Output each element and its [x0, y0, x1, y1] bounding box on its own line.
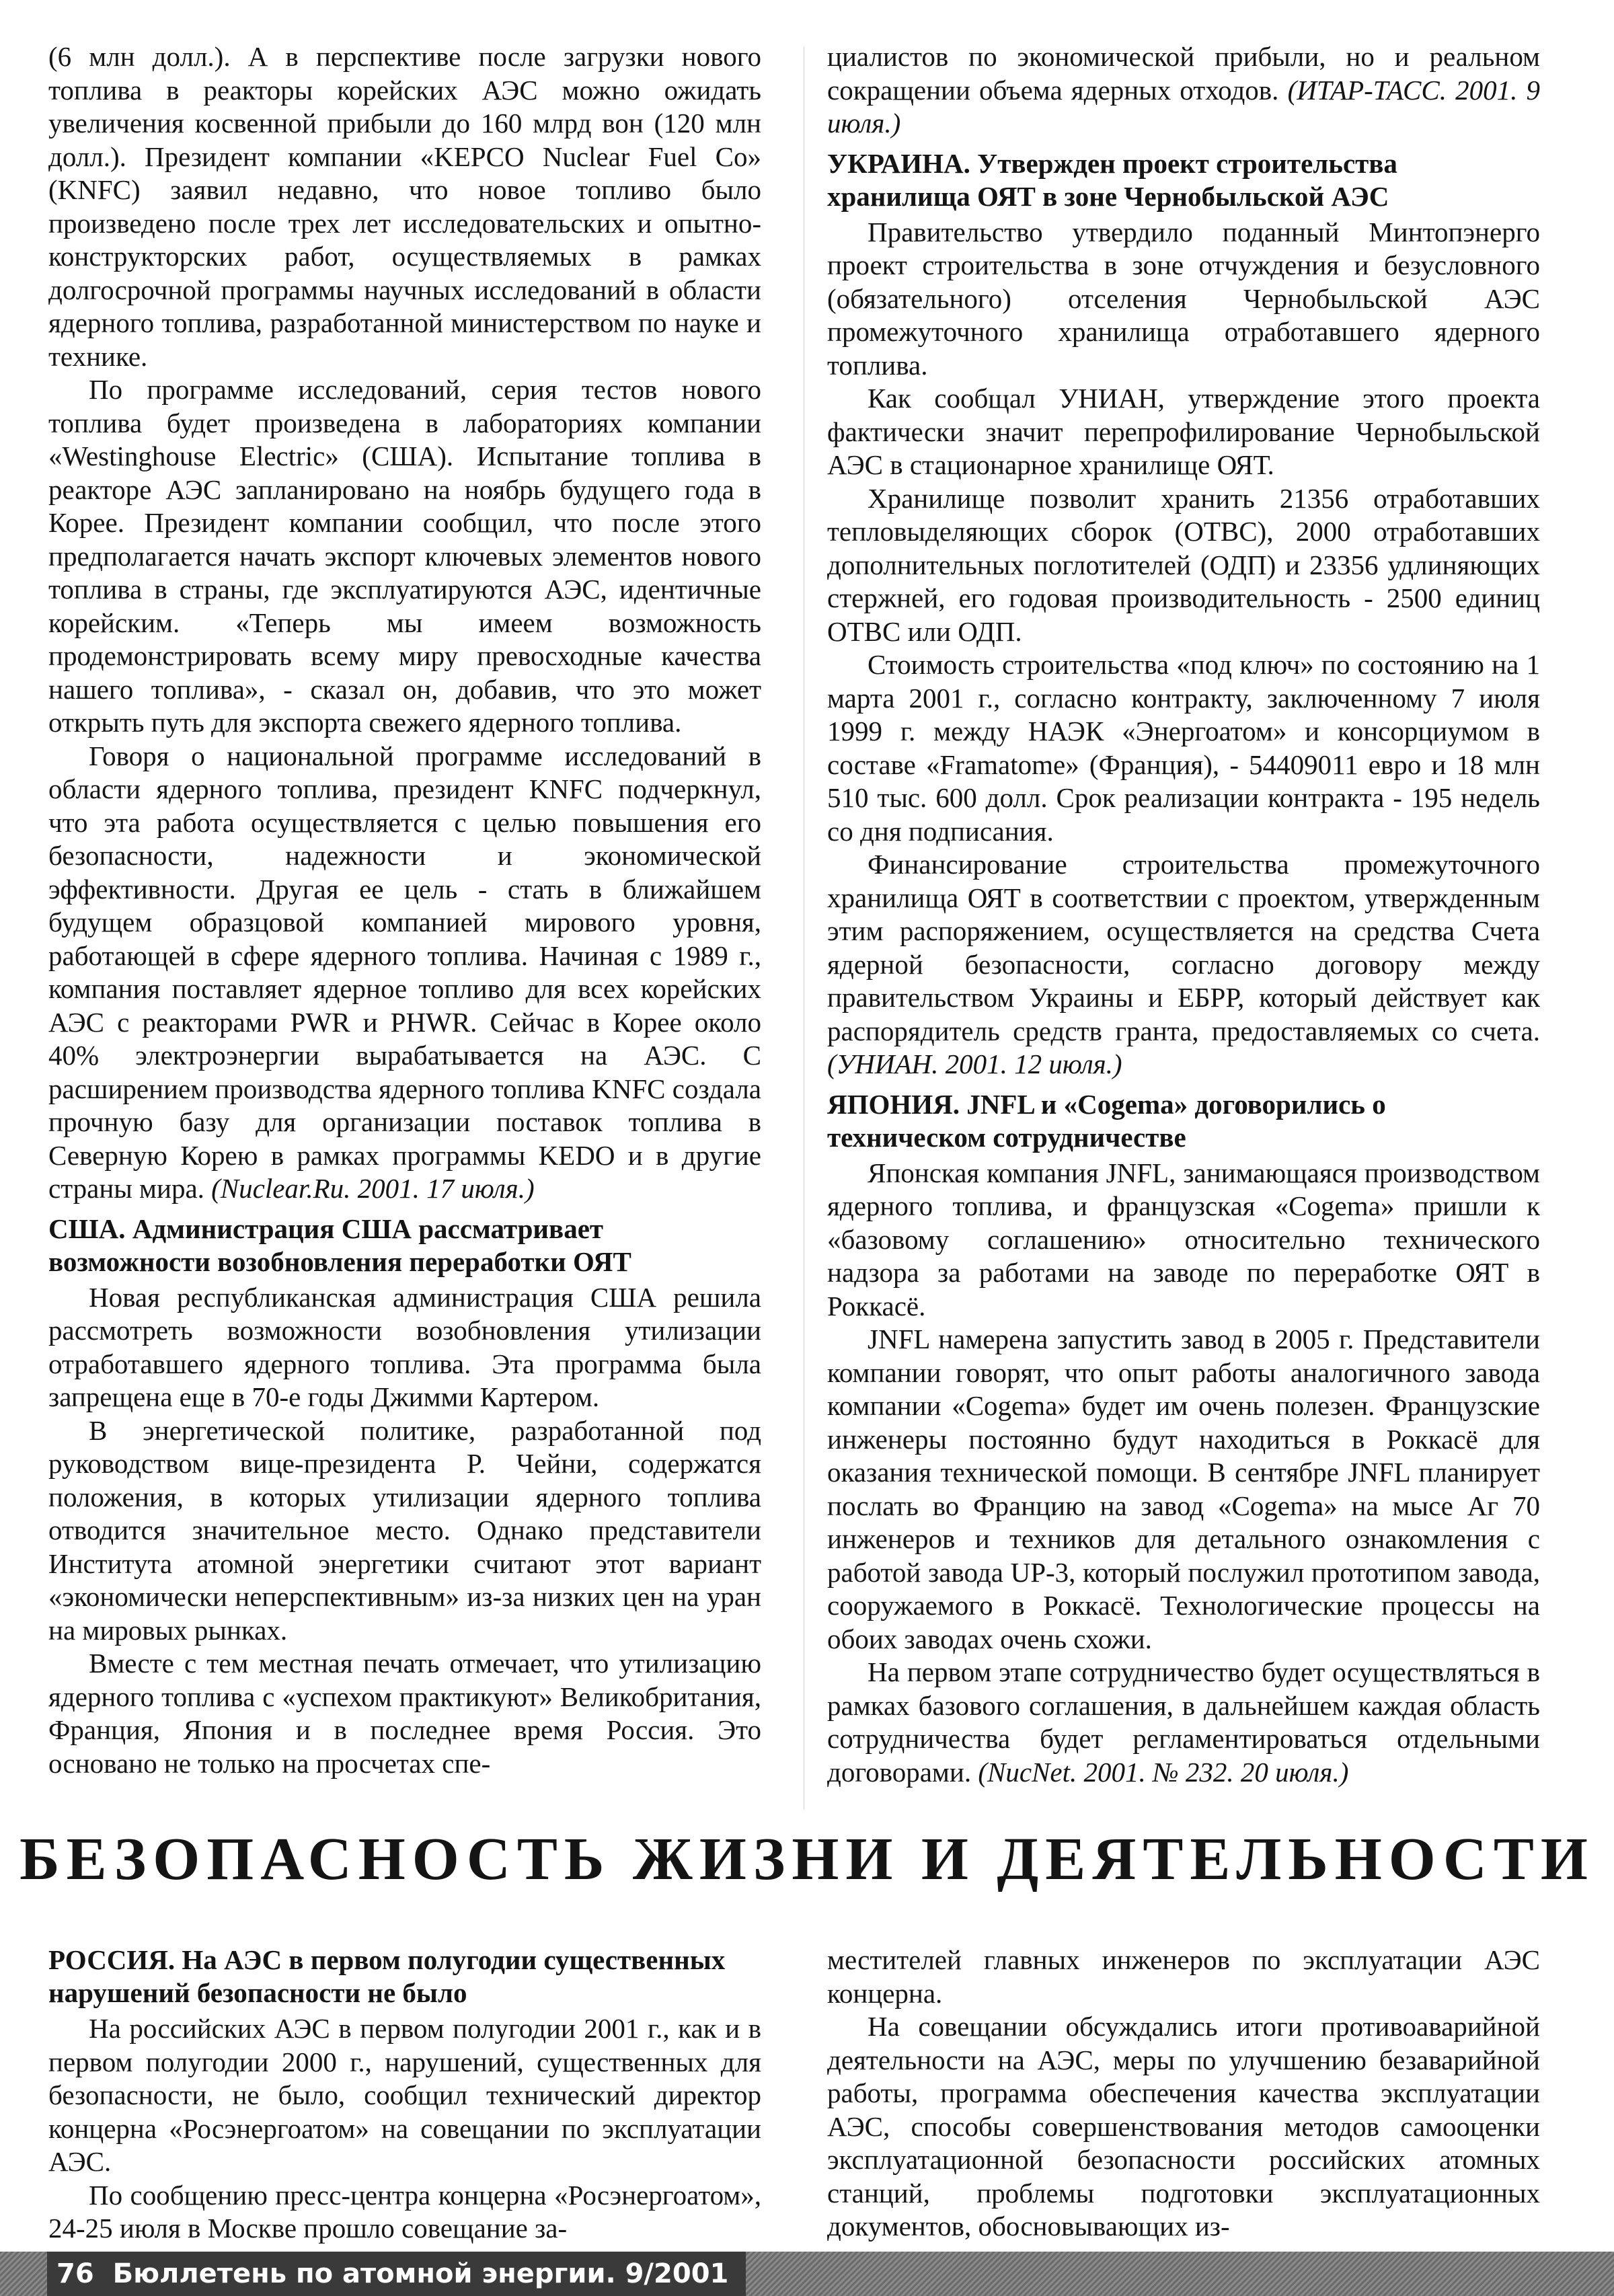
headline-japan: ЯПОНИЯ. JNFL и «Cogema» договорились о техническом сотрудничестве — [827, 1088, 1386, 1153]
article-column-2 — [827, 40, 1540, 1789]
paragraph: Хранилище позволит хранить 21356 отработавших тепловыделяющих сборок (ОТВС), 2000 отработавших дополнительных поглотителей (ОДП) и 23356 удлиняющих стержней, его годовая производительность - 2500 единиц ОТВС или ОДП. — [827, 482, 1540, 647]
article-column-3 — [48, 1944, 761, 2246]
paragraph-text: Говоря о национальной программе исследований в области ядерного топлива, президент KNFC подчеркнул, что эта работа осуществляется с целью повышения его безопасности, надежности и экономической эффективности. Другая ее цель - стать в ближайшем будущем образцовой компанией мирового уровня, работающей в сфере ядерного топлива. Начиная с 1989 г., компания поставляет ядерное топливо для всех корейских АЭС с реакторами PWR и PHWR. Сейчас в Корее около 40% электроэнергии вырабатывается на АЭС. С расширением производства ядерного топлива KNFC создала прочную базу для организации поставок топлива в Северную Корею в рамках программы KEDO и в другие страны мира. — [48, 740, 761, 1204]
paragraph: На российских АЭС в первом полугодии 2001 г., как и в первом полугодии 2000 г., нарушений, существенных для безопасности, не было, сообщил технический директор концерна «Росэнергоатом» на совещании по эксплуатации АЭС. — [48, 2013, 761, 2177]
paragraph: В энергетической политике, разработанной под руководством вице-президента Р. Чейни, содержатся положения, в которых утилизации ядерного топлива отводится значительное место. Однако представители Института атомной энергетики считают этот вариант «экономически неперспективным» из-за низких цен на уран на мировых рынках. — [48, 1414, 761, 1646]
paragraph — [827, 1656, 1540, 1789]
paragraph: На совещании обсуждались итоги противоаварийной деятельности на АЭС, меры по улучшению безаварийной работы, программа обеспечения качества эксплуатации АЭС, способы совершенствования методов самооценки эксплуатационной безопасности российских атомных станций, проблемы подготовки эксплуатационных документов, обосновывающих из- — [827, 2011, 1540, 2242]
section-title: БЕЗОПАСНОСТЬ ЖИЗНИ И ДЕЯТЕЛЬНОСТИ — [20, 1826, 1594, 1892]
source-citation: (ИТАР-ТАСС. 2001. 9 июля.) — [827, 74, 1540, 139]
paragraph: (6 млн долл.). А в перспективе после загрузки нового топлива в реакторы корейских АЭС можно ожидать увеличения косвенной прибыли до 160 млрд вон (120 млн долл.). Президент компании «KEPCO Nuclear Fuel Co» (KNFC) заявил недавно, что новое топливо было произведено после трех лет исследовательских и опытно-конструкторских работ, осуществляемых в рамках долгосрочной программы научных исследований в области ядерного топлива, разработанной министерством по науке и технике. — [48, 41, 761, 372]
paragraph: Новая республиканская администрация США решила рассмотреть возможности возобновления утилизации отработавшего ядерного топлива. Эта программа была запрещена еще в 70-е годы Джимми Картером. — [48, 1281, 761, 1412]
footer-label — [47, 2252, 746, 2296]
paragraph: Вместе с тем местная печать отмечает, что утилизацию ядерного топлива с «успехом практикуют» Великобритания, Франция, Япония и в последнее время Россия. Это основано не только на просчетах спе- — [48, 1648, 761, 1779]
page-number: 76 — [56, 2258, 94, 2289]
paragraph: Японская компания JNFL, занимающаяся производством ядерного топлива, и французская «Cogema» пришли к «базовому соглашению» относительно технического надзора за работами на заводе по переработке ОЯТ в Роккасё. — [827, 1157, 1540, 1322]
paragraph — [827, 848, 1540, 1081]
headline-ukraine: УКРАИНА. Утвержден проект строительства хранилища ОЯТ в зоне Чернобыльской АЭС — [827, 147, 1397, 212]
paragraph: JNFL намерена запустить завод в 2005 г. Представители компании говорят, что опыт работы аналогичного завода компании «Cogema» будет им очень полезен. Французские инженеры постоянно будут находиться в Роккасё для оказания технической помощи. В сентябре JNFL планирует послать во Францию на завод «Cogema» на мысе Аг 70 инженеров и техников для детального ознакомления с работой завода UP-3, который послужил прототипом завода, сооружаемого в Роккасё. Технологические процессы на обоих заводах очень схожи. — [827, 1324, 1540, 1654]
paragraph-text: циалистов по экономической прибыли, но и реальном сокращении объема ядерных отходов. — [827, 41, 1540, 106]
article-column-4 — [827, 1944, 1540, 2244]
source-citation: (Nuclear.Ru. 2001. 17 июля.) — [211, 1173, 535, 1204]
paragraph: Правительство утвердило поданный Минтопэнерго проект строительства в зоне отчуждения и безусловного (обязательного) отселения Чернобыльской АЭС промежуточного хранилища отработавшего ядерного топлива. — [827, 216, 1540, 381]
paragraph: По программе исследований, серия тестов нового топлива будет произведена в лабораториях компании «Westinghouse Electric» (США). Испытание топлива в реакторе АЭС запланировано на ноябрь будущего года в Корее. Президент компании сообщил, что после этого предполагается начать экспорт ключевых элементов нового топлива в страны, где эксплуатируются АЭС, идентичные корейским. «Теперь мы имеем возможность продемонстрировать всему миру превосходные качества нашего топлива», - сказал он, добавив, что это может открыть путь для экспорта свежего ядерного топлива. — [48, 374, 761, 738]
paragraph: Стоимость строительства «под ключ» по состоянию на 1 марта 2001 г., согласно контракту, заключенному 7 июля 1999 г. между НАЭК «Энергоатом» и консорциумом в составе «Framatome» (Франция), - 54409011 евро и 18 млн 510 тыс. 600 долл. Срок реализации контракта - 195 недель со дня подписания. — [827, 649, 1540, 847]
paragraph: местителей главных инженеров по эксплуатации АЭС концерна. — [827, 1944, 1540, 2009]
paragraph — [48, 740, 761, 1206]
headline-russia: РОССИЯ. На АЭС в первом полугодии существенных нарушений безопасности не было — [48, 1944, 726, 2008]
paragraph-text: На первом этапе сотрудничество будет осуществляться в рамках базового соглашения, в дальнейшем каждая область сотрудничества будет регламентироваться отдельными договорами. — [827, 1656, 1540, 1788]
headline-usa: США. Администрация США рассматривает возможности возобновления переработки ОЯТ — [48, 1213, 631, 1277]
paragraph: По сообщению пресс-центра концерна «Росэнергоатом», 24-25 июля в Москве прошло совещание за- — [48, 2179, 761, 2244]
paragraph — [827, 40, 1540, 141]
source-citation: (NucNet. 2001. № 232. 20 июля.) — [978, 1756, 1349, 1788]
source-citation: (УНИАН. 2001. 12 июля.) — [827, 1048, 1122, 1079]
journal-title: Бюллетень по атомной энергии. 9/2001 — [112, 2258, 729, 2289]
paragraph-text: Финансирование строительства промежуточного хранилища ОЯТ в соответствии с проектом, утвержденным этим распоряжением, осуществляется на средства Счета ядерной безопасности, согласно договору между правительством Украины и ЕБРР, который действует как распорядитель средств гранта, предоставляемых со счета. — [827, 849, 1540, 1046]
page-footer — [0, 2252, 1614, 2296]
paragraph: Как сообщал УНИАН, утверждение этого проекта фактически значит перепрофилирование Чернобыльской АЭС в стационарное хранилище ОЯТ. — [827, 383, 1540, 480]
article-column-1 — [48, 40, 761, 1780]
